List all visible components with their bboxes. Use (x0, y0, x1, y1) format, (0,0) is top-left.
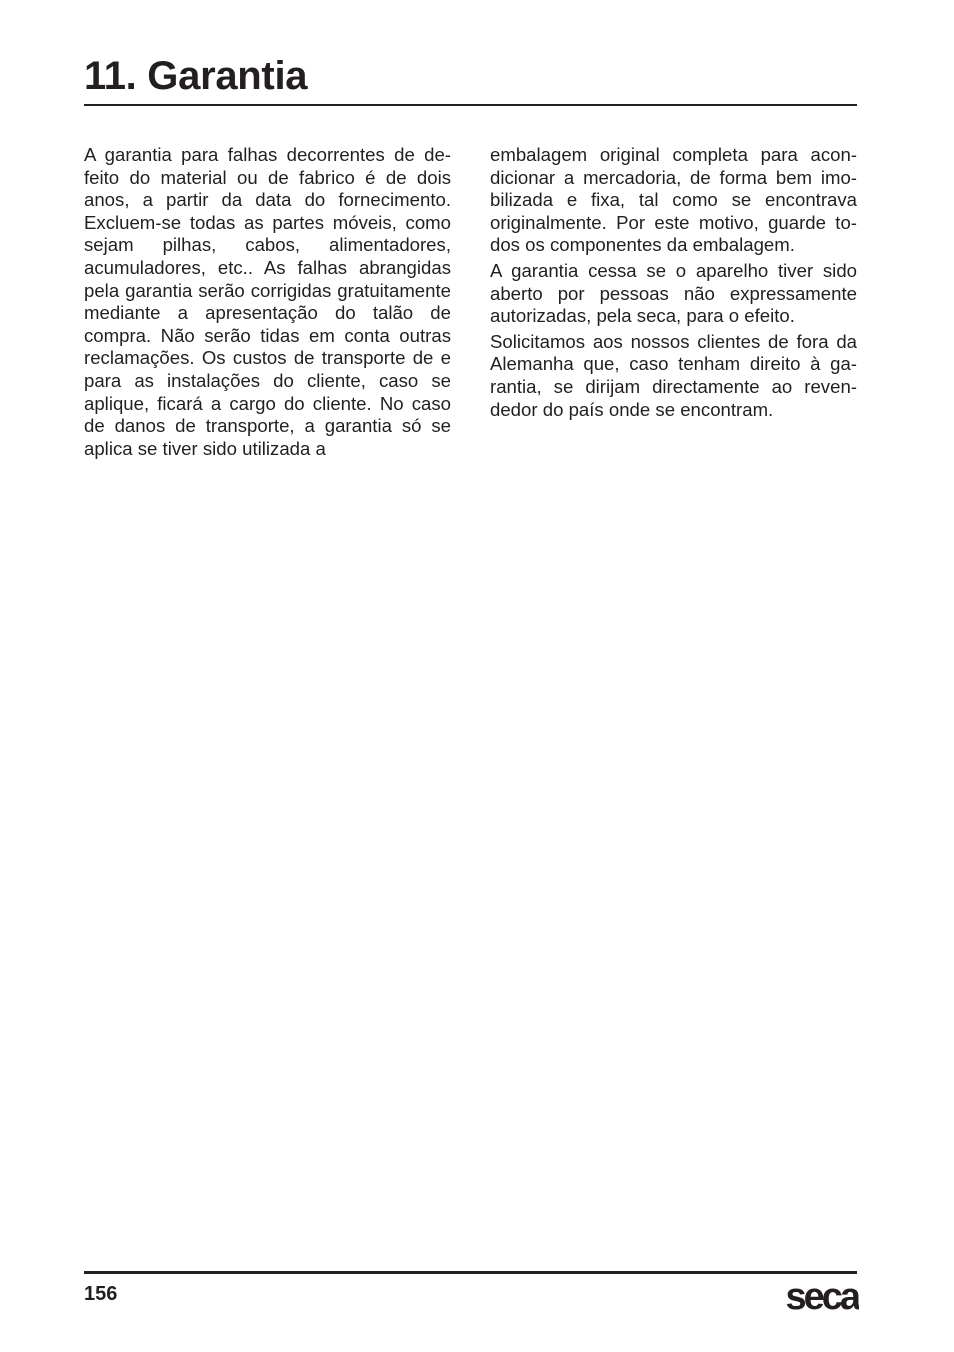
right-column (490, 144, 857, 424)
right-paragraph-2: A garantia cessa se o aparelho tiver sido aberto por pessoas não expressamente autorizadas, pela seca, para o efeito. (490, 259, 857, 327)
right-paragraph-1: embalagem original completa para acondicionar a mercadoria, de forma bem imobilizada e fixa, tal como se encontrava originalmente. Por este motivo, guarde todos os componentes da embalagem. (490, 144, 857, 256)
left-paragraph-1: A garantia para falhas decorrentes de defeito do material ou de fabrico é de dois anos, a partir da data do fornecimento. Excluem-se todas as partes móveis, como sejam pilhas, cabos, alimentadores, acumuladores, etc.. As falhas abrangidas pela garantia serão corrigidas gratuitamente mediante a apresentação do talão de compra. Não serão tidas em conta outras reclamações. Os custos de transporte de e para as instalações do cliente, caso se aplique, ficará a cargo do cliente. No caso de danos de transporte, a garantia só se aplica se tiver sido utilizada a (84, 144, 451, 459)
page-header (84, 50, 857, 106)
right-paragraph-3: Solicitamos aos nossos clientes de fora da Alemanha que, caso tenham direito à garantia, se dirijam directamente ao revendedor do país onde se encontram. (490, 330, 857, 420)
page-title: 11. Garantia (84, 54, 308, 98)
left-column (84, 144, 451, 463)
page-number: 156 (84, 1283, 118, 1305)
seca-logo (779, 1276, 859, 1316)
footer-rule (84, 1271, 857, 1274)
seca-logo-text: seca (785, 1276, 858, 1316)
